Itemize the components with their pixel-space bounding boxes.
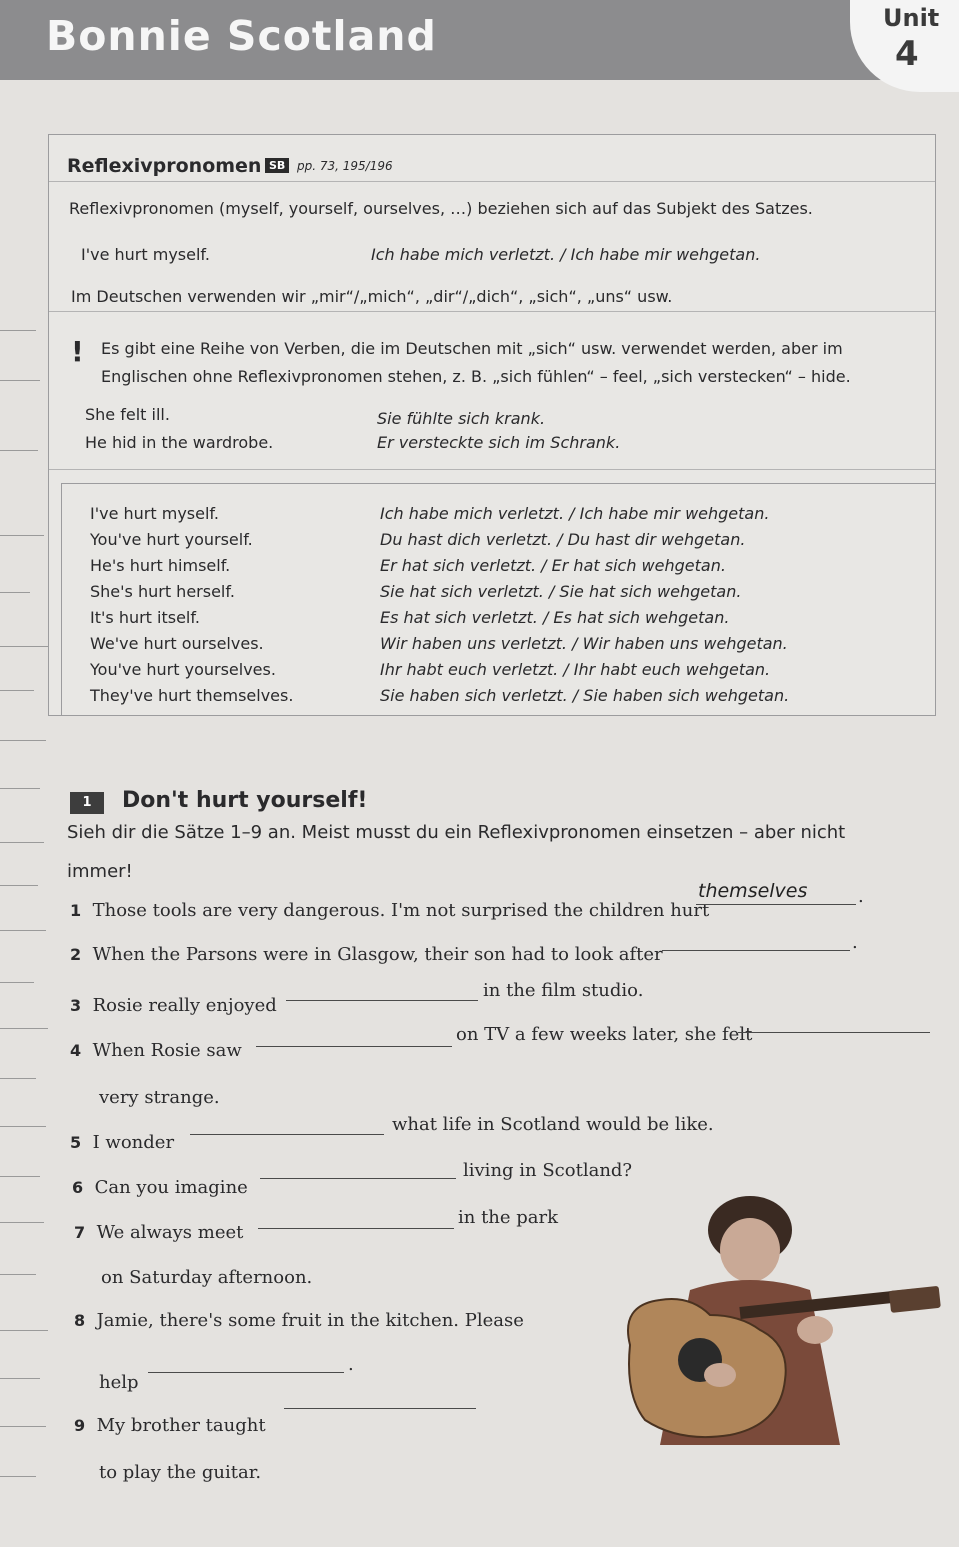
exercise-title: Don't hurt yourself! [122, 788, 368, 813]
example-en: He hid in the wardrobe. [85, 433, 274, 452]
unit-label: Unit [883, 4, 940, 32]
sentence [70, 944, 663, 965]
answer-blank[interactable] [190, 1134, 384, 1135]
answer-blank[interactable] [286, 1000, 478, 1001]
boy-hand [797, 1316, 833, 1344]
table-row-de: Er hat sich verletzt. / Er hat sich wehgetan. [380, 556, 726, 575]
sentence-text: Those tools are very dangerous. I'm not surprised the children hurt [92, 900, 710, 921]
boy-hand [704, 1363, 736, 1387]
sentence [70, 1132, 174, 1153]
page-edge-lines [0, 330, 50, 1547]
item-number: 7 [74, 1223, 86, 1242]
item-number: 5 [70, 1133, 82, 1152]
table-row-en: You've hurt yourselves. [90, 660, 276, 679]
sentence-text: When the Parsons were in Glasgow, their son had to look after [92, 944, 663, 965]
exercise-instructions: immer! [67, 861, 133, 882]
table-row-de: Es hat sich verletzt. / Es hat sich wehgetan. [380, 608, 730, 627]
answer-blank[interactable] [260, 1178, 456, 1179]
sentence-text: Can you imagine [94, 1177, 248, 1198]
sentence [70, 995, 277, 1016]
grammar-box [48, 134, 936, 716]
grammar-intro: Reflexivpronomen (myself, yourself, ourselves, …) beziehen sich auf das Subjekt des Satzes. [69, 199, 813, 218]
unit-number: 4 [895, 34, 919, 74]
answer-blank[interactable] [696, 904, 856, 905]
answer-blank[interactable] [256, 1046, 452, 1047]
sentence-text: When Rosie saw [92, 1040, 242, 1061]
item-number: 1 [70, 901, 82, 920]
answer-blank[interactable] [662, 950, 850, 951]
table-row-de: Du hast dich verletzt. / Du hast dir wehgetan. [380, 530, 746, 549]
sentence [70, 900, 709, 921]
table-row-de: Sie haben sich verletzt. / Sie haben sich wehgetan. [380, 686, 790, 705]
warning-line-1: Es gibt eine Reihe von Verben, die im Deutschen mit „sich“ usw. verwendet werden, aber im [101, 339, 843, 358]
table-row-en: We've hurt ourselves. [90, 634, 264, 653]
sentence-end: . [348, 1354, 354, 1375]
boy-guitar-photo [590, 1195, 950, 1445]
item-number: 4 [70, 1041, 82, 1060]
table-row-de: Ich habe mich verletzt. / Ich habe mir wehgetan. [380, 504, 770, 523]
sentence-text: My brother taught [96, 1415, 266, 1436]
example-de: Er versteckte sich im Schrank. [377, 433, 621, 452]
table-row-en: It's hurt itself. [90, 608, 200, 627]
sentence [70, 1040, 242, 1061]
sentence-text: on Saturday afternoon. [101, 1267, 313, 1288]
sentence-text: what life in Scotland would be like. [392, 1114, 714, 1135]
sentence [74, 1415, 266, 1436]
sentence [72, 1177, 248, 1198]
example-en: She felt ill. [85, 405, 170, 424]
sentence-text: very strange. [99, 1087, 220, 1108]
sentence-end: . [852, 932, 858, 953]
german-note: Im Deutschen verwenden wir „mir“/„mich“, „dir“/„dich“, „sich“, „uns“ usw. [71, 287, 673, 306]
table-row-en: They've hurt themselves. [90, 686, 294, 705]
item-number: 3 [70, 996, 82, 1015]
guitar-head [889, 1286, 941, 1313]
grammar-title: Reflexivpronomen [67, 155, 262, 177]
warning-line-2: Englischen ohne Reflexivpronomen stehen, z. B. „sich fühlen“ – feel, „sich verstecken“ – hide. [101, 367, 851, 386]
table-row-de: Ihr habt euch verletzt. / Ihr habt euch wehgetan. [380, 660, 771, 679]
page-title: Bonnie Scotland [46, 12, 437, 60]
warning-icon: ! [71, 335, 84, 368]
divider [49, 311, 935, 312]
item-number: 2 [70, 945, 82, 964]
example-de: Sie fühlte sich krank. [377, 409, 546, 428]
sentence [74, 1222, 243, 1243]
table-row-en: She's hurt herself. [90, 582, 235, 601]
sentence-text: Rosie really enjoyed [92, 995, 277, 1016]
grammar-box-header [49, 135, 935, 182]
table-row-de: Wir haben uns verletzt. / Wir haben uns wehgetan. [380, 634, 788, 653]
table-row-de: Sie hat sich verletzt. / Sie hat sich wehgetan. [380, 582, 742, 601]
table-row-en: He's hurt himself. [90, 556, 231, 575]
pronoun-table [61, 483, 936, 716]
sentence-text: help [99, 1372, 139, 1393]
sentence-text: Jamie, there's some fruit in the kitchen. Please [96, 1310, 524, 1331]
item-number: 8 [74, 1311, 86, 1330]
table-row-en: You've hurt yourself. [90, 530, 253, 549]
answer-handwritten: themselves [698, 880, 808, 902]
sentence-text: in the film studio. [483, 980, 644, 1001]
boy-face [720, 1218, 780, 1282]
answer-blank[interactable] [258, 1228, 454, 1229]
sentence-text: to play the guitar. [99, 1462, 262, 1483]
grammar-example-en: I've hurt myself. [81, 245, 210, 264]
sentence-text: We always meet [96, 1222, 244, 1243]
sb-badge: SB [265, 158, 289, 173]
exercise-instructions: Sieh dir die Sätze 1–9 an. Meist musst du ein Reflexivpronomen einsetzen – aber nicht [67, 822, 846, 843]
answer-blank[interactable] [738, 1032, 930, 1033]
grammar-example-de: Ich habe mich verletzt. / Ich habe mir wehgetan. [371, 245, 761, 264]
answer-blank[interactable] [284, 1408, 476, 1409]
sentence [74, 1310, 524, 1331]
item-number: 6 [72, 1178, 84, 1197]
table-row-en: I've hurt myself. [90, 504, 219, 523]
item-number: 9 [74, 1416, 86, 1435]
answer-blank[interactable] [148, 1372, 344, 1373]
sentence-end: . [858, 886, 864, 907]
exercise-number: 1 [70, 792, 104, 814]
sentence-text: I wonder [92, 1132, 175, 1153]
divider [49, 469, 935, 470]
sentence-text: on TV a few weeks later, she felt [456, 1024, 753, 1045]
sentence-text: in the park [458, 1207, 559, 1228]
sentence-text: living in Scotland? [463, 1160, 633, 1181]
page-reference: pp. 73, 195/196 [297, 159, 393, 173]
